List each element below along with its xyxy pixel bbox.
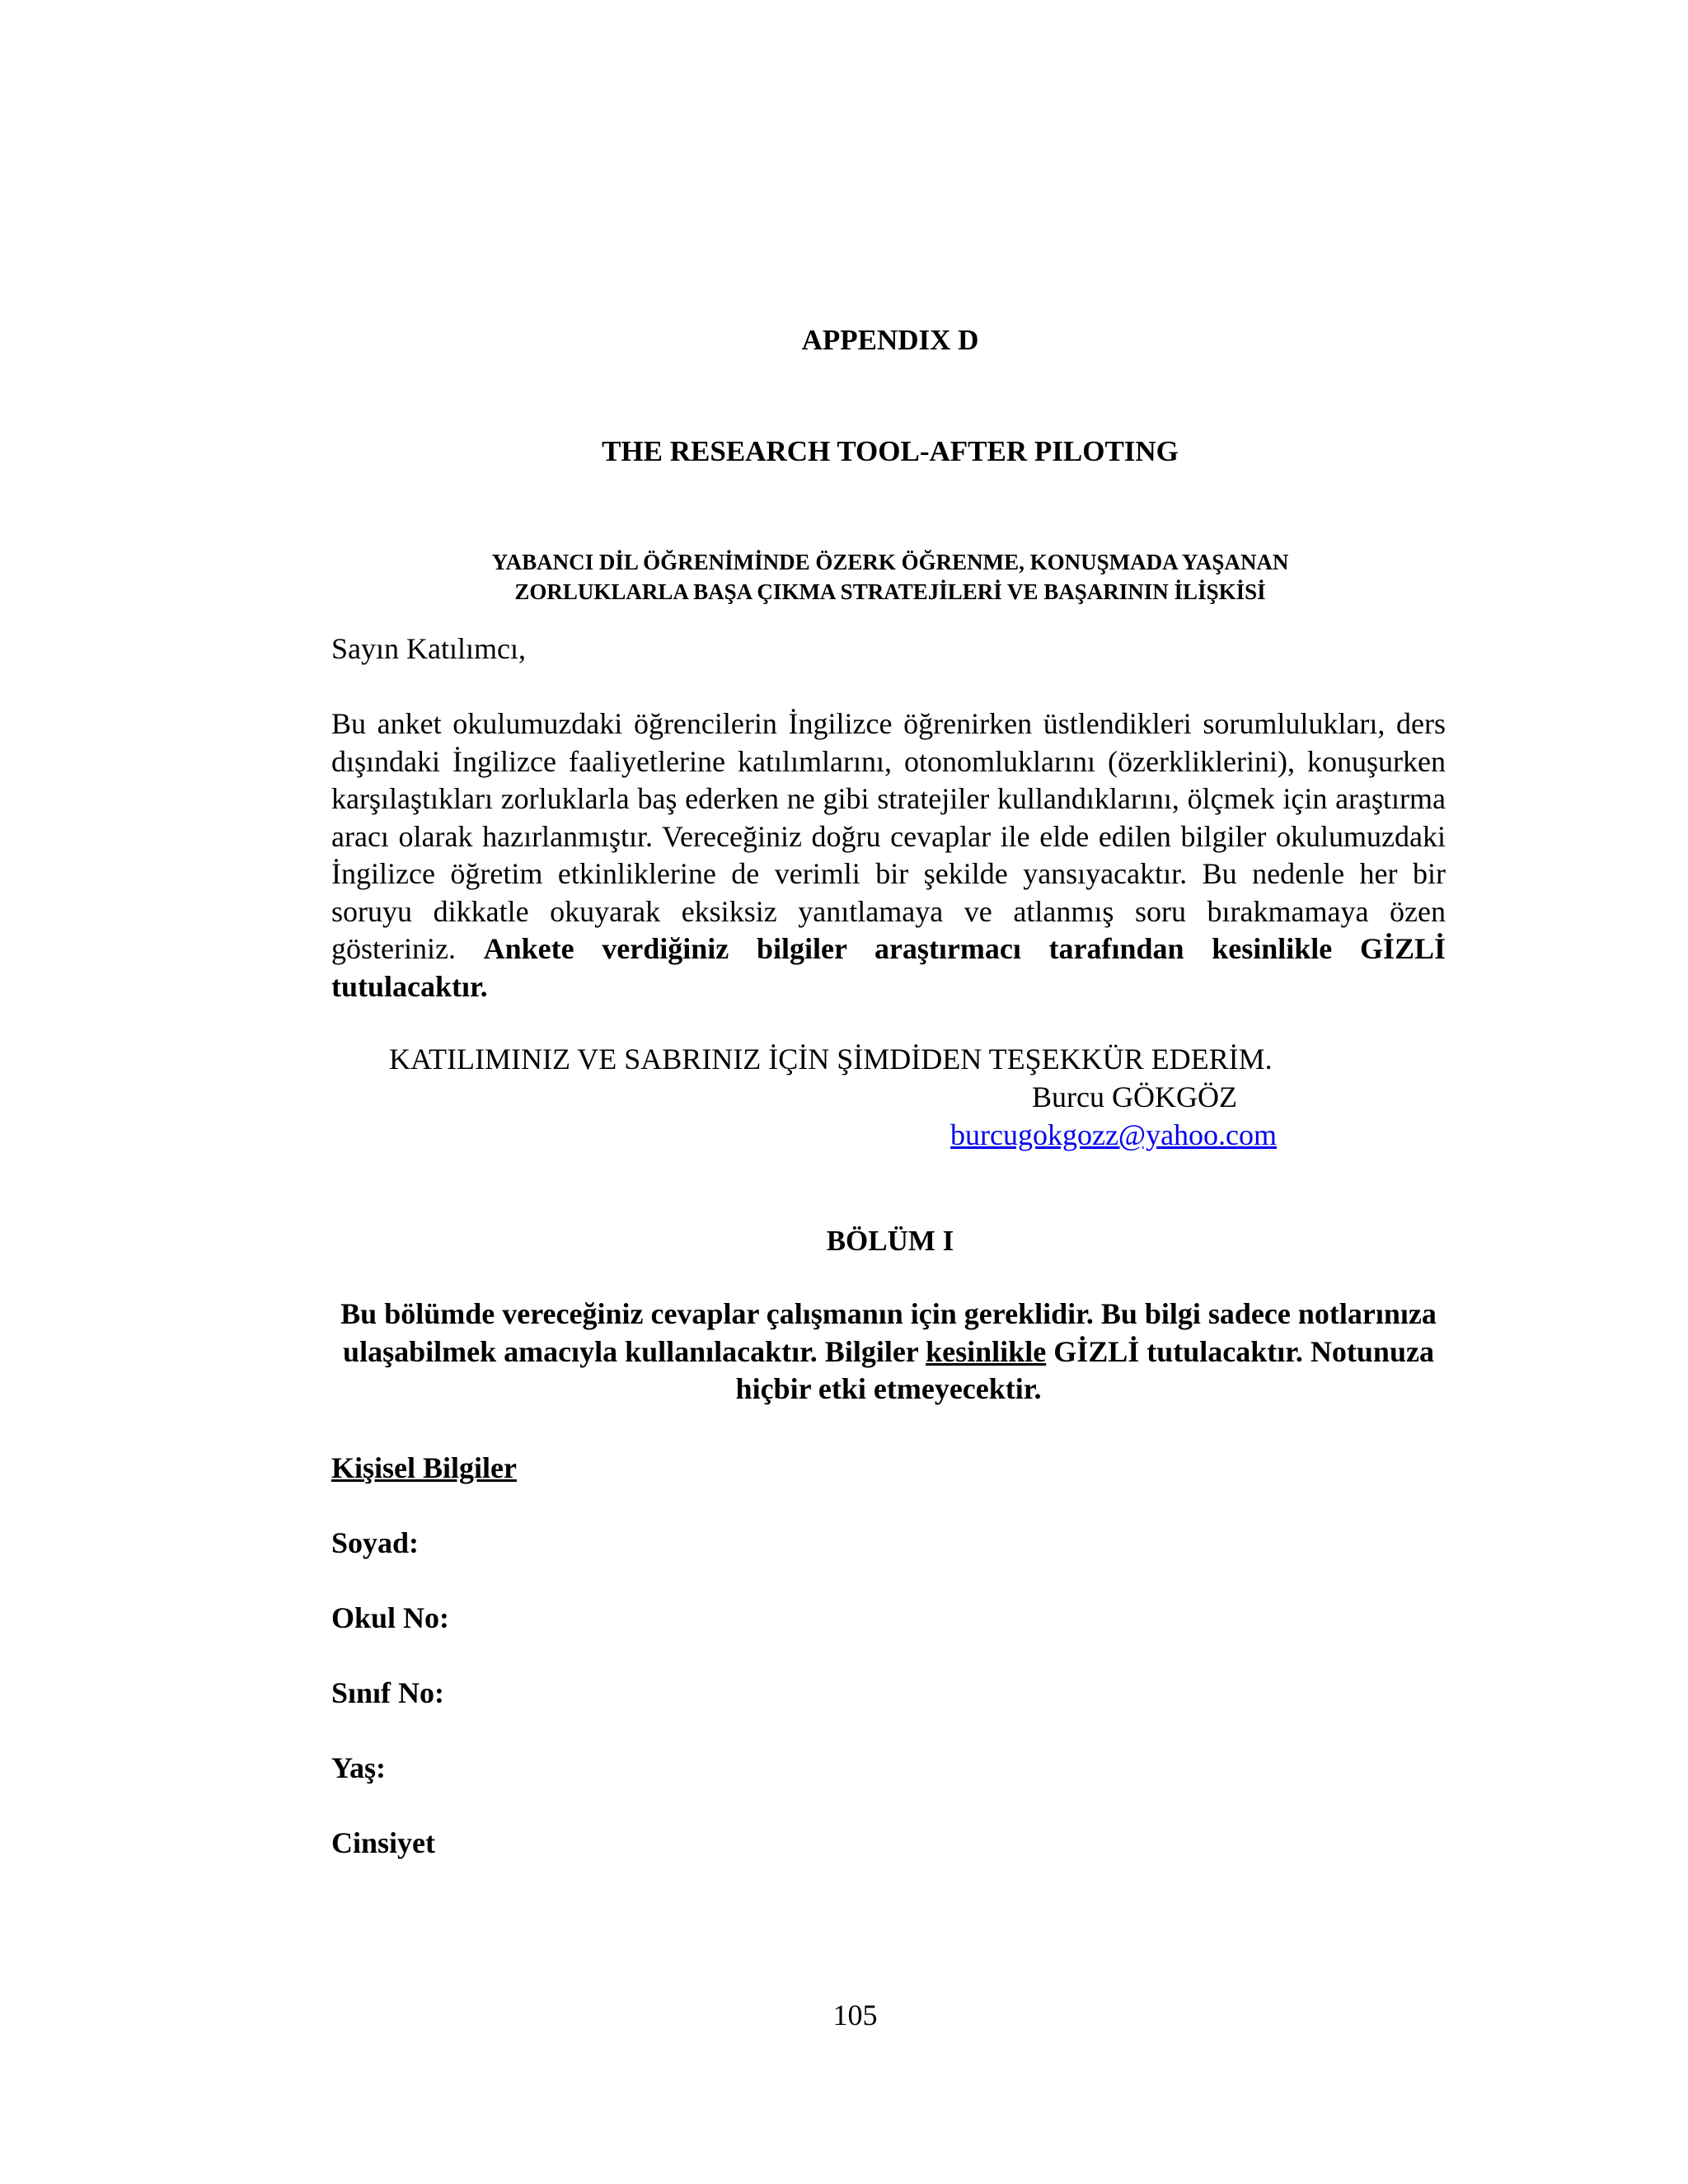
field-label-surname: Soyad:: [331, 1526, 420, 1559]
salutation: Sayın Katılımcı,: [331, 632, 526, 665]
section-note-underlined: kesinlikle: [926, 1334, 1047, 1368]
document-title: THE RESEARCH TOOL-AFTER PILOTING: [602, 435, 1179, 467]
section-heading: BÖLÜM I: [826, 1225, 954, 1257]
section-note-text-1: Bu bölümde vereceğiniz cevaplar çalışmanın için gereklidir. Bu bilgi sadece notlarınıza ulaşabilmek amacıyla kullanılacaktır. Bilgiler: [340, 1297, 1437, 1368]
page-number: 105: [832, 1999, 878, 2032]
field-label-class-no: Sınıf No:: [331, 1676, 445, 1709]
author-email-link[interactable]: burcugokgozz@yahoo.com: [950, 1118, 1278, 1151]
survey-title: [0, 547, 1688, 607]
thanks-line: KATILIMINIZ VE SABRINIZ İÇİN ŞİMDİDEN TEŞEKKÜR EDERİM.: [389, 1043, 1273, 1076]
intro-text: Bu anket okulumuzdaki öğrencilerin İngilizce öğrenirken üstlendikleri sorumlulukları, ders dışındaki İngilizce faaliyetlerine katılımlarını, otonomluklarını (özerkliklerini), konuşurken karşılaştıkları zorluklarla baş ederken ne gibi stratejiler kullandıklarını, ölçmek için araştırma aracı olarak hazırlanmıştır. Vereceğiniz doğru cevaplar ile elde edilen bilgiler okulumuzdaki İngilizce öğretim etkinliklerine de verimli bir şekilde yansıyacaktır. Bu nedenle her bir soruyu dikkatle okuyarak eksiksiz yanıtlamaya ve atlanmış soru bırakmamaya özen gösteriniz.: [331, 707, 1446, 965]
appendix-heading: APPENDIX D: [801, 324, 979, 356]
author-name: Burcu GÖKGÖZ: [1032, 1080, 1237, 1113]
field-label-age: Yaş:: [331, 1751, 387, 1784]
intro-paragraph: [331, 705, 1446, 1005]
personal-info-heading: Kişisel Bilgiler: [331, 1451, 517, 1484]
field-label-gender: Cinsiyet: [331, 1826, 435, 1859]
field-label-school-no: Okul No:: [331, 1601, 450, 1634]
confidentiality-statement: Ankete verdiğiniz bilgiler araştırmacı tarafından kesinlikle GİZLİ tutulacaktır.: [331, 932, 1446, 1003]
survey-title-line-1: YABANCI DİL ÖĞRENİMİNDE ÖZERK ÖĞRENME, KONUŞMADA YAŞANAN: [491, 550, 1289, 574]
survey-title-line-2: ZORLUKLARLA BAŞA ÇIKMA STRATEJİLERİ VE BAŞARININ İLİŞKİSİ: [514, 579, 1266, 604]
section-note-text-2: GİZLİ tutulacaktır. Notunuza hiçbir etki etmeyecektir.: [735, 1334, 1434, 1405]
section-note: [331, 1296, 1446, 1408]
